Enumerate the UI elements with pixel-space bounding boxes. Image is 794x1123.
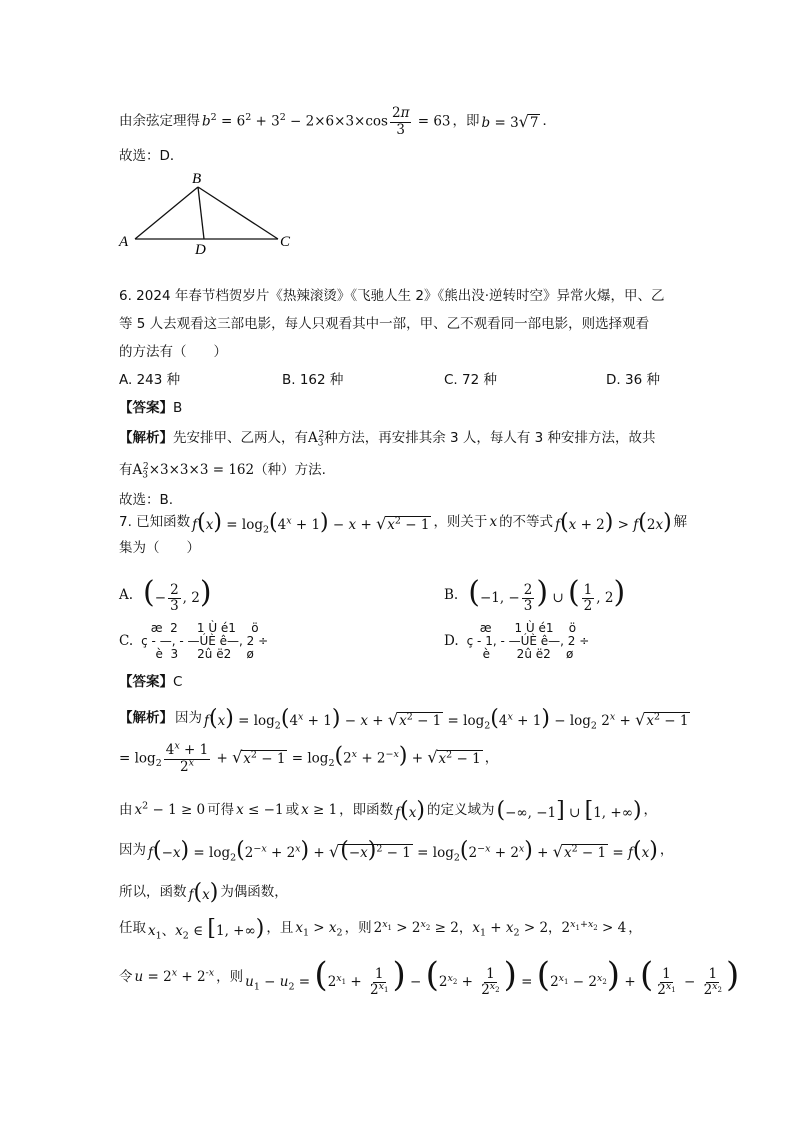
q7-option-b-math: (−1, − $\frac{2}{3}$ ) ∪ ( $\frac{1}{2}$ , 2) <box>468 575 626 614</box>
q6-answer-value: B <box>173 400 183 416</box>
q7-domain-line <box>119 800 657 822</box>
triangle-figure <box>115 168 305 256</box>
q7-option-d-garbled-math: æ 1 Ù é1 ö ç - 1, - —ÚÈ ê—, 2 ÷ è 2û ë2 ø <box>466 621 590 662</box>
q7-domain-x1: x ≤ −1 <box>236 802 284 819</box>
q7-domain-x2: x ≥ 1 <box>301 802 338 819</box>
q6-stem-line2: 等 5 人去观看这三部电影，每人只观看其中一部，甲、乙不观看同一部电影，则选择观看 <box>119 316 650 332</box>
q7-option-d <box>444 622 589 662</box>
q7-domain-e: 的定义域为 <box>426 802 495 819</box>
vertex-label-a: A <box>119 234 129 250</box>
q7-even-a: 因为 <box>119 842 146 859</box>
q7-option-b-label: B. <box>444 587 459 603</box>
q6-option-a: A. 243 种 <box>119 372 181 388</box>
q7-option-a-label: A. <box>119 587 134 603</box>
cosine-law-result: b = 3√7 <box>481 111 539 131</box>
q6-analysis-line1 <box>119 429 656 449</box>
q7-answer <box>119 676 182 690</box>
q7-domain-cond: $x^2 - 1 \ge 0$ <box>134 800 206 819</box>
segment-bd <box>198 187 204 239</box>
q7-stem-line1 <box>119 512 687 534</box>
q7-stem-b: ，则关于 <box>433 514 488 531</box>
q6-option-b: B. 162 种 <box>282 372 344 388</box>
q7-analysis-line1 <box>119 708 690 730</box>
q6-option-c: C. 72 种 <box>444 372 497 388</box>
q7-stem-d: 解 <box>673 514 688 531</box>
q7-var: x <box>489 514 498 531</box>
vertex-label-b: B <box>192 171 202 187</box>
q7-take-c: ，则 <box>344 920 372 937</box>
q6-stem-line3: 的方法有（ ） <box>119 344 227 360</box>
vertex-label-c: C <box>280 234 291 250</box>
q7-even-conclusion <box>119 882 288 904</box>
q7-stem-c: 的不等式 <box>499 514 554 531</box>
q7-analysis-expr2: = $\log_2$ $\frac{4^x + 1}{2^x}$ + $√x^2 - 1 = \log_2(2^x + 2^{-x}) + √x^2 - 1$ <box>119 740 481 775</box>
q7-analysis-expr1: $f(x) = \log_2(4^x + 1) - x + √x^2 - 1 = \log_2(4^x + 1) - \log_2 2^x + √x^2 - 1$ <box>204 706 689 732</box>
cosine-law-end: ． <box>542 113 556 130</box>
q7-domain-d: ，即函数 <box>339 802 394 819</box>
q7-take-expr: $2^{x_1} > 2^{x_2} \ge 2$，$x_1 + x_2 > 2$，$2^{x_1+x_2} > 4$ <box>373 918 627 939</box>
q7-let-a: 令 <box>119 969 133 985</box>
q6-analysis-b: 种方法，再安排其余 3 人，每人有 3 种安排方法，故共 <box>324 430 656 446</box>
q7-even-expr: $f(-x) = \log_2(2^{-x} + 2^x) + √(-x)^2 - 1 = \log_2(2^{-x} + 2^x) + √x^2 - 1 = f(x)$ <box>148 838 658 864</box>
q7-answer-tag: 【答案】 <box>119 674 173 690</box>
q7-option-c-label: C. <box>119 633 134 650</box>
q7-even-conclusion-f: f(x) <box>188 880 219 905</box>
q6-answer <box>119 402 182 416</box>
q6-option-d: D. 36 种 <box>606 372 660 388</box>
q7-take-d: ， <box>628 920 642 937</box>
q7-domain-end: ， <box>643 802 658 819</box>
q6-answer-tag: 【答案】 <box>119 400 173 416</box>
q7-let-b: ，则 <box>216 969 244 985</box>
q6-analysis-a: 先安排甲、乙两人，有 <box>173 430 308 446</box>
q7-take-b: ，且 <box>266 920 294 937</box>
q6-analysis-expr: ×3×3×3 = 162 <box>148 462 255 478</box>
cosine-law-equation: $b^2 = 6^2 + 3^2 - 2\times 6\times 3\times\cos$ $\frac{2\pi}{3}$ = 63 <box>202 105 451 138</box>
q6-arrangement-symbol-2: $A_3^2$ <box>132 461 149 481</box>
q7-even-line <box>119 840 673 862</box>
q7-analysis-line2-end: ， <box>484 750 499 767</box>
q7-stem-a: 7. 已知函数 <box>119 514 191 531</box>
q7-option-c-garbled-math: æ 2 1 Ù é1 ö ç - —, - —ÚÈ ê—, 2 ÷ è 3 2û ë2 ø <box>141 621 269 662</box>
q7-analysis-line2 <box>119 740 499 775</box>
q7-even-end: ， <box>659 842 674 859</box>
q7-stem-line2: 集为（ ） <box>119 540 200 556</box>
q6-arrangement-symbol: $A_3^2$ <box>308 429 325 449</box>
side-ab <box>135 187 198 239</box>
side-bc <box>198 187 278 239</box>
q7-domain-a: 由 <box>119 802 133 819</box>
q7-take-vars: $x_1$、$x_2$ ∈ [1, +∞) <box>148 916 265 942</box>
point-label-d: D <box>195 242 206 256</box>
q7-option-b <box>444 575 626 614</box>
q7-function: $f(x) = \log_2(4^x + 1) - x + √x^2 - 1$ <box>192 510 430 536</box>
q6-stem-line1: 6. 2024 年春节档贺岁片《热辣滚烫》《飞驰人生 2》《熊出没·逆转时空》异常火爆，甲、乙 <box>119 288 665 304</box>
cosine-law-mid: ，即 <box>452 113 480 130</box>
prev-choose: 故选：D． <box>119 148 184 164</box>
q7-domain-b: 可得 <box>207 802 235 819</box>
q7-option-a <box>119 575 212 614</box>
q7-domain-c: 或 <box>285 802 300 819</box>
q7-domain-f: f(x) <box>395 798 425 823</box>
q7-analysis-a: 因为 <box>175 710 202 727</box>
q7-take-a: 任取 <box>119 920 146 937</box>
q7-let-expr: $u_1 - u_2 = (2^{x_1}$ + $\frac{1}{2^{x_1}}$ ) − ($2^{x_2}$ + $\frac{1}{2^{x_2}}$ ) = $(2^{x_1} - 2^{x_2})$ + ( $\frac{1}{2^{x_1}}$ − $\frac{1}{2^{x_2}}$ ) <box>245 955 740 998</box>
cosine-law-prefix: 由余弦定理得 <box>119 113 200 130</box>
q6-analysis-line2-a: 有 <box>119 462 133 478</box>
q7-domain-set: (−∞, −1] ∪ [1, +∞) <box>496 798 642 823</box>
q7-let-def: $u = 2^x + 2^{-x}$ <box>134 967 215 985</box>
q7-answer-value: C <box>173 674 183 690</box>
q7-option-c <box>119 622 268 662</box>
q6-analysis-tag: 【解析】 <box>119 430 173 446</box>
q6-analysis-line2 <box>119 461 326 481</box>
q7-inequality: f(x + 2) > f(2x) <box>555 510 672 535</box>
q7-option-d-label: D. <box>444 633 459 650</box>
q7-option-a-math: (− $\frac{2}{3}$ , 2) <box>143 575 212 614</box>
cosine-law-line <box>119 107 556 137</box>
q7-even-conclusion-a: 所以，函数 <box>119 884 187 901</box>
q7-even-conclusion-b: 为偶函数， <box>220 884 288 901</box>
q7-analysis-tag: 【解析】 <box>119 710 173 727</box>
q6-analysis-line2-b: （种）方法. <box>254 462 326 478</box>
q7-let-line <box>119 955 740 998</box>
q7-take-line <box>119 918 642 940</box>
q6-choose: 故选：B. <box>119 492 174 508</box>
q7-take-order: $x_1 > x_2$ <box>295 920 343 939</box>
